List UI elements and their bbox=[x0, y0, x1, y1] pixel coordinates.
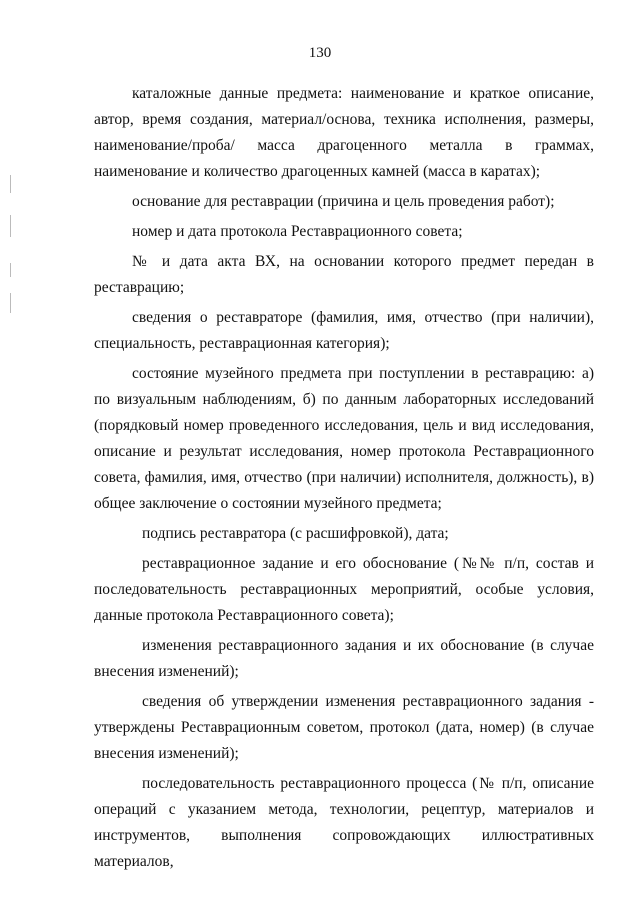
paragraph-restoration-basis: основание для реставрации (причина и цель проведения работ); bbox=[132, 193, 555, 210]
page-number: 130 bbox=[308, 45, 332, 61]
paragraph-item-condition: состояние музейного предмета при поступлении в реставрацию: а) по визуальным наблюдениям, б) по данным лабораторных исследований (порядковый номер проведенного исследования, цель и вид исследования, описание и результат исследования, номер протокола Реставрационного совета, фамилия, имя, отчество (при наличии) исполнителя, должность), в) общее заключение о состоянии музейного предмета; bbox=[94, 365, 594, 512]
paragraph-task-changes: изменения реставрационного задания и их обоснование (в случае внесения изменений); bbox=[94, 637, 594, 680]
paragraph-council-protocol: номер и дата протокола Реставрационного совета; bbox=[132, 223, 463, 240]
paragraph-catalog-data: каталожные данные предмета: наименование и краткое описание, автор, время создания, материал/основа, техника исполнения, размеры, наименование/проба/ масса драгоценного металла в граммах, наименование и количество драгоценных камней (масса в каратах); bbox=[94, 85, 594, 180]
paragraph-act-number: № и дата акта ВХ, на основании которого предмет передан в реставрацию; bbox=[94, 253, 594, 296]
paragraph-restorer-info: сведения о реставраторе (фамилия, имя, отчество (при наличии), специальность, реставрационная категория); bbox=[94, 309, 594, 352]
paragraph-restoration-task: реставрационное задание и его обоснование (№№ п/п, состав и последовательность реставрационных мероприятий, особые условия, данные протокола Реставрационного совета); bbox=[94, 555, 594, 624]
paragraph-restoration-process: последовательность реставрационного процесса (№ п/п, описание операций с указанием метода, технологии, рецептур, материалов и инструментов, выполнения сопровождающих иллюстративных материалов, bbox=[94, 775, 594, 870]
document-body bbox=[94, 81, 594, 879]
scan-margin-marks bbox=[10, 175, 18, 315]
paragraph-signature: подпись реставратора (с расшифровкой), дата; bbox=[142, 525, 449, 542]
paragraph-changes-approval: сведения об утверждении изменения реставрационного задания - утверждены Реставрационным советом, протокол (дата, номер) (в случае внесения изменений); bbox=[94, 693, 594, 762]
